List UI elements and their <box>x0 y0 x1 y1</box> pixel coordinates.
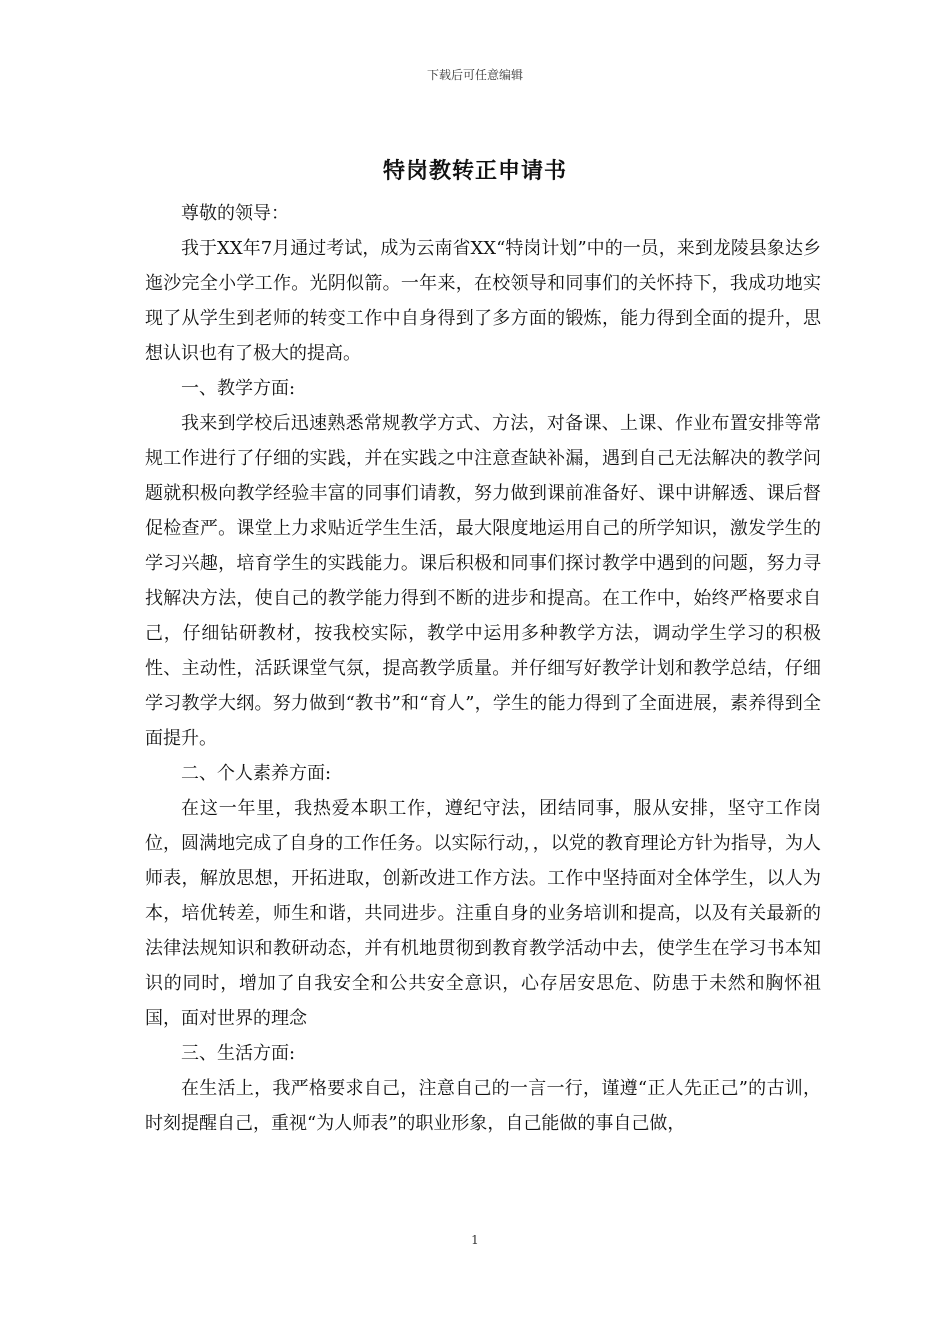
teaching-paragraph: 我来到学校后迅速熟悉常规教学方式、方法，对备课、上课、作业布置安排等常规工作进行了仔细的实践，并在实践之中注意查缺补漏，遇到自己无法解决的教学问题就积极向教学经验丰富的同事们请教，努力做到课前准备好、课中讲解透、课后督促检查严。课堂上力求贴近学生生活，最大限度地运用自己的所学知识，激发学生的学习兴趣，培育学生的实践能力。课后积极和同事们探讨教学中遇到的问题，努力寻找解决方法，使自己的教学能力得到不断的进步和提高。在工作中，始终严格要求自己，仔细钻研教材，按我校实际，教学中运用多种教学方法，调动学生学习的积极性、主动性，活跃课堂气氛，提高教学质量。并仔细写好教学计划和教学总结，仔细学习教学大纲。努力做到“教书”和“育人”，学生的能力得到了全面进展，素养得到全面提升。 <box>145 413 821 749</box>
document-title: 特岗教转正申请书 <box>382 158 567 184</box>
page-number: 1 <box>471 1233 479 1247</box>
life-paragraph: 在生活上，我严格要求自己，注意自己的一言一行，谨遵“正人先正己”的古训，时刻提醒自己，重视“为人师表”的职业形象，自己能做的事自己做， <box>145 1078 821 1134</box>
intro-paragraph: 我于XX年7月通过考试，成为云南省XX“特岗计划”中的一员，来到龙陵县象达乡迤沙完全小学工作。光阴似箭。一年来，在校领导和同事们的关怀持下，我成功地实现了从学生到老师的转变工作中自身得到了多方面的锻炼，能力得到全面的提升，思想认识也有了极大的提高。 <box>145 238 821 364</box>
salutation: 尊敬的领导： <box>181 203 289 224</box>
document-body <box>145 196 821 1141</box>
personal-paragraph: 在这一年里，我热爱本职工作，遵纪守法，团结同事，服从安排，坚守工作岗位，圆满地完成了自身的工作任务。以实际行动，，以党的教育理论方针为指导，为人师表，解放思想，开拓进取，创新改进工作方法。工作中坚持面对全体学生，以人为本，培优转差，师生和谐，共同进步。注重自身的业务培训和提高，以及有关最新的法律法规知识和教研动态，并有机地贯彻到教育教学活动中去，使学生在学习书本知识的同时，增加了自我安全和公共安全意识，心存居安思危、防患于未然和胸怀祖国，面对世界的理念 <box>145 798 821 1029</box>
section-heading-teaching: 一、教学方面: <box>181 378 296 399</box>
section-heading-life: 三、生活方面: <box>181 1043 296 1064</box>
header-note: 下载后可任意编辑 <box>426 68 523 82</box>
section-heading-personal: 二、个人素养方面: <box>181 763 332 784</box>
